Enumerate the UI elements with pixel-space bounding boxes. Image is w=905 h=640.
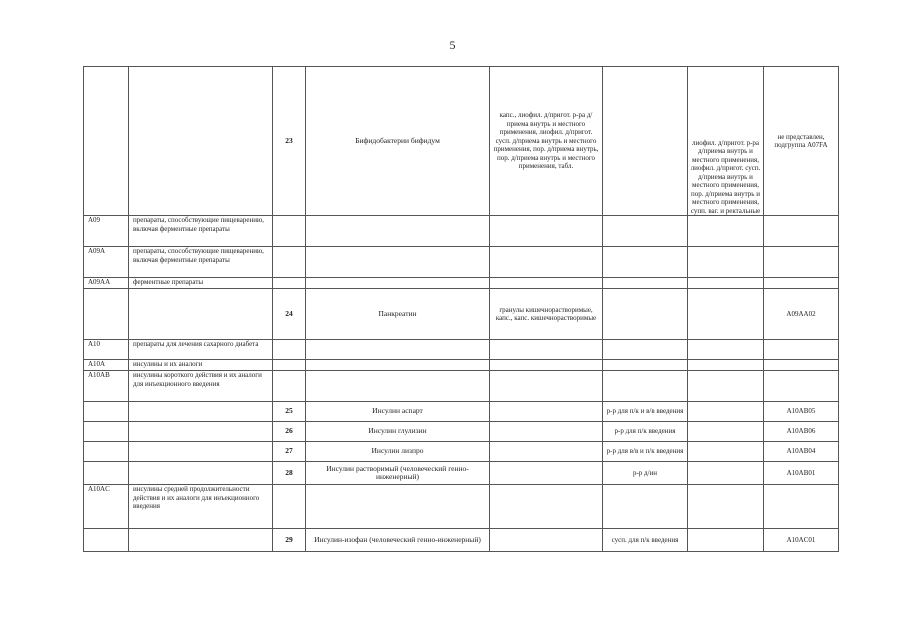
drug-name: Инсулин глулизин bbox=[306, 422, 490, 442]
dosage-forms-c bbox=[688, 278, 764, 289]
group-description: ферментные препараты bbox=[129, 278, 273, 289]
group-description: инсулины и их аналоги bbox=[129, 360, 273, 371]
group-description bbox=[129, 422, 273, 442]
dosage-forms-c bbox=[688, 360, 764, 371]
dosage-forms-a bbox=[490, 442, 603, 462]
drug-name bbox=[306, 360, 490, 371]
dosage-forms-b bbox=[603, 485, 688, 529]
atc-group-code: A10AB bbox=[84, 371, 129, 402]
dosage-forms-c bbox=[688, 442, 764, 462]
atc-code bbox=[764, 360, 839, 371]
atc-group-code bbox=[84, 442, 129, 462]
dosage-forms-a bbox=[490, 462, 603, 485]
dosage-forms-b bbox=[603, 360, 688, 371]
drug-name: Панкреатин bbox=[306, 289, 490, 340]
row-number bbox=[273, 216, 306, 247]
drug-name bbox=[306, 485, 490, 529]
dosage-forms-c bbox=[688, 289, 764, 340]
row-number: 24 bbox=[273, 289, 306, 340]
table-row bbox=[84, 371, 839, 402]
atc-code: A10AB04 bbox=[764, 442, 839, 462]
row-number bbox=[273, 371, 306, 402]
row-number: 27 bbox=[273, 442, 306, 462]
dosage-forms-b bbox=[603, 216, 688, 247]
table-row bbox=[84, 340, 839, 360]
group-description bbox=[129, 529, 273, 552]
dosage-forms-c bbox=[688, 529, 764, 552]
drug-name bbox=[306, 216, 490, 247]
dosage-forms-b bbox=[603, 247, 688, 278]
drug-name: Инсулин лизпро bbox=[306, 442, 490, 462]
dosage-forms-a bbox=[490, 485, 603, 529]
drug-name: Инсулин аспарт bbox=[306, 402, 490, 422]
drug-name: Инсулин-изофан (человеческий генно-инженерный) bbox=[306, 529, 490, 552]
table-row bbox=[84, 360, 839, 371]
dosage-forms-a bbox=[490, 247, 603, 278]
table-row bbox=[84, 289, 839, 340]
dosage-forms-a: капс., лиофил. д/пригот. р-ра д/приема внутрь и местного применения, лиофил. д/пригот. сусп. д/приема внутрь и местного применения, пор. д/приема внутрь, пор. д/приема внутрь и местного применения, табл. bbox=[490, 67, 603, 216]
atc-code: не представлен, подгруппа A07FA bbox=[764, 67, 839, 216]
drug-name bbox=[306, 247, 490, 278]
row-number: 25 bbox=[273, 402, 306, 422]
dosage-forms-c: лиофил. д/пригот. р-ра д/приема внутрь и местного применения, лиофил. д/пригот. сусп. д/приема внутрь и местного применения, пор. д/приема внутрь и местного применения, супп. ваг. и ректальные bbox=[688, 67, 764, 216]
group-description bbox=[129, 462, 273, 485]
table-row bbox=[84, 247, 839, 278]
atc-code: A10AB06 bbox=[764, 422, 839, 442]
drug-name bbox=[306, 278, 490, 289]
group-description: препараты, способствующие пищеварению, включая ферментные препараты bbox=[129, 247, 273, 278]
atc-group-code: A10AC bbox=[84, 485, 129, 529]
atc-code: A09AA02 bbox=[764, 289, 839, 340]
dosage-forms-b: р-р для п/к введения bbox=[603, 422, 688, 442]
table-row bbox=[84, 529, 839, 552]
row-number bbox=[273, 485, 306, 529]
drug-name bbox=[306, 371, 490, 402]
atc-group-code: A10A bbox=[84, 360, 129, 371]
dosage-forms-c bbox=[688, 247, 764, 278]
dosage-forms-c bbox=[688, 462, 764, 485]
atc-group-code bbox=[84, 529, 129, 552]
atc-group-code bbox=[84, 67, 129, 216]
atc-group-code bbox=[84, 462, 129, 485]
table-row bbox=[84, 462, 839, 485]
atc-group-code: A09A bbox=[84, 247, 129, 278]
drug-table bbox=[83, 66, 839, 552]
group-description bbox=[129, 402, 273, 422]
atc-code bbox=[764, 278, 839, 289]
group-description: препараты для лечения сахарного диабета bbox=[129, 340, 273, 360]
dosage-forms-b bbox=[603, 289, 688, 340]
drug-name bbox=[306, 340, 490, 360]
atc-group-code bbox=[84, 422, 129, 442]
dosage-forms-b bbox=[603, 371, 688, 402]
row-number: 28 bbox=[273, 462, 306, 485]
table-row bbox=[84, 422, 839, 442]
row-number: 23 bbox=[273, 67, 306, 216]
atc-code bbox=[764, 247, 839, 278]
row-number: 29 bbox=[273, 529, 306, 552]
table-row bbox=[84, 402, 839, 422]
group-description: инсулины короткого действия и их аналоги для инъекционного введения bbox=[129, 371, 273, 402]
drug-name: Бифидобактерии бифидум bbox=[306, 67, 490, 216]
dosage-forms-c bbox=[688, 216, 764, 247]
dosage-forms-b: сусп. для п/к введения bbox=[603, 529, 688, 552]
dosage-forms-c bbox=[688, 422, 764, 442]
row-number bbox=[273, 247, 306, 278]
atc-code bbox=[764, 216, 839, 247]
atc-group-code bbox=[84, 402, 129, 422]
group-description: инсулины средней продолжительности действия и их аналоги для инъекционного введения bbox=[129, 485, 273, 529]
dosage-forms-a bbox=[490, 402, 603, 422]
dosage-forms-b: р-р д/ин bbox=[603, 462, 688, 485]
dosage-forms-b bbox=[603, 67, 688, 216]
atc-group-code: A10 bbox=[84, 340, 129, 360]
atc-group-code bbox=[84, 289, 129, 340]
atc-code bbox=[764, 485, 839, 529]
atc-group-code: A09 bbox=[84, 216, 129, 247]
atc-code: A10AB05 bbox=[764, 402, 839, 422]
dosage-forms-a bbox=[490, 278, 603, 289]
dosage-forms-c bbox=[688, 371, 764, 402]
group-description bbox=[129, 67, 273, 216]
dosage-forms-a bbox=[490, 360, 603, 371]
dosage-forms-c bbox=[688, 402, 764, 422]
dosage-forms-a bbox=[490, 529, 603, 552]
dosage-forms-b: р-р для п/к и в/в введения bbox=[603, 402, 688, 422]
group-description bbox=[129, 289, 273, 340]
table-row bbox=[84, 442, 839, 462]
dosage-forms-c bbox=[688, 485, 764, 529]
table-row bbox=[84, 67, 839, 216]
dosage-forms-a bbox=[490, 340, 603, 360]
dosage-forms-a bbox=[490, 371, 603, 402]
group-description bbox=[129, 442, 273, 462]
table-row bbox=[84, 485, 839, 529]
table-row bbox=[84, 216, 839, 247]
atc-code: A10AB01 bbox=[764, 462, 839, 485]
dosage-forms-a bbox=[490, 422, 603, 442]
dosage-forms-b: р-р для в/в и п/к введения bbox=[603, 442, 688, 462]
dosage-forms-a: гранулы кишечнорастворимые, капс., капс. кишечнорастворимые bbox=[490, 289, 603, 340]
drug-name: Инсулин растворимый (человеческий генно-инженерный) bbox=[306, 462, 490, 485]
page-number: 5 bbox=[449, 38, 456, 52]
row-number bbox=[273, 278, 306, 289]
table-row bbox=[84, 278, 839, 289]
dosage-forms-b bbox=[603, 278, 688, 289]
dosage-forms-a bbox=[490, 216, 603, 247]
atc-code bbox=[764, 371, 839, 402]
atc-code bbox=[764, 340, 839, 360]
row-number: 26 bbox=[273, 422, 306, 442]
atc-code: A10AC01 bbox=[764, 529, 839, 552]
dosage-forms-b bbox=[603, 340, 688, 360]
dosage-forms-c bbox=[688, 340, 764, 360]
row-number bbox=[273, 360, 306, 371]
row-number bbox=[273, 340, 306, 360]
atc-group-code: A09AA bbox=[84, 278, 129, 289]
group-description: препараты, способствующие пищеварению, включая ферментные препараты bbox=[129, 216, 273, 247]
